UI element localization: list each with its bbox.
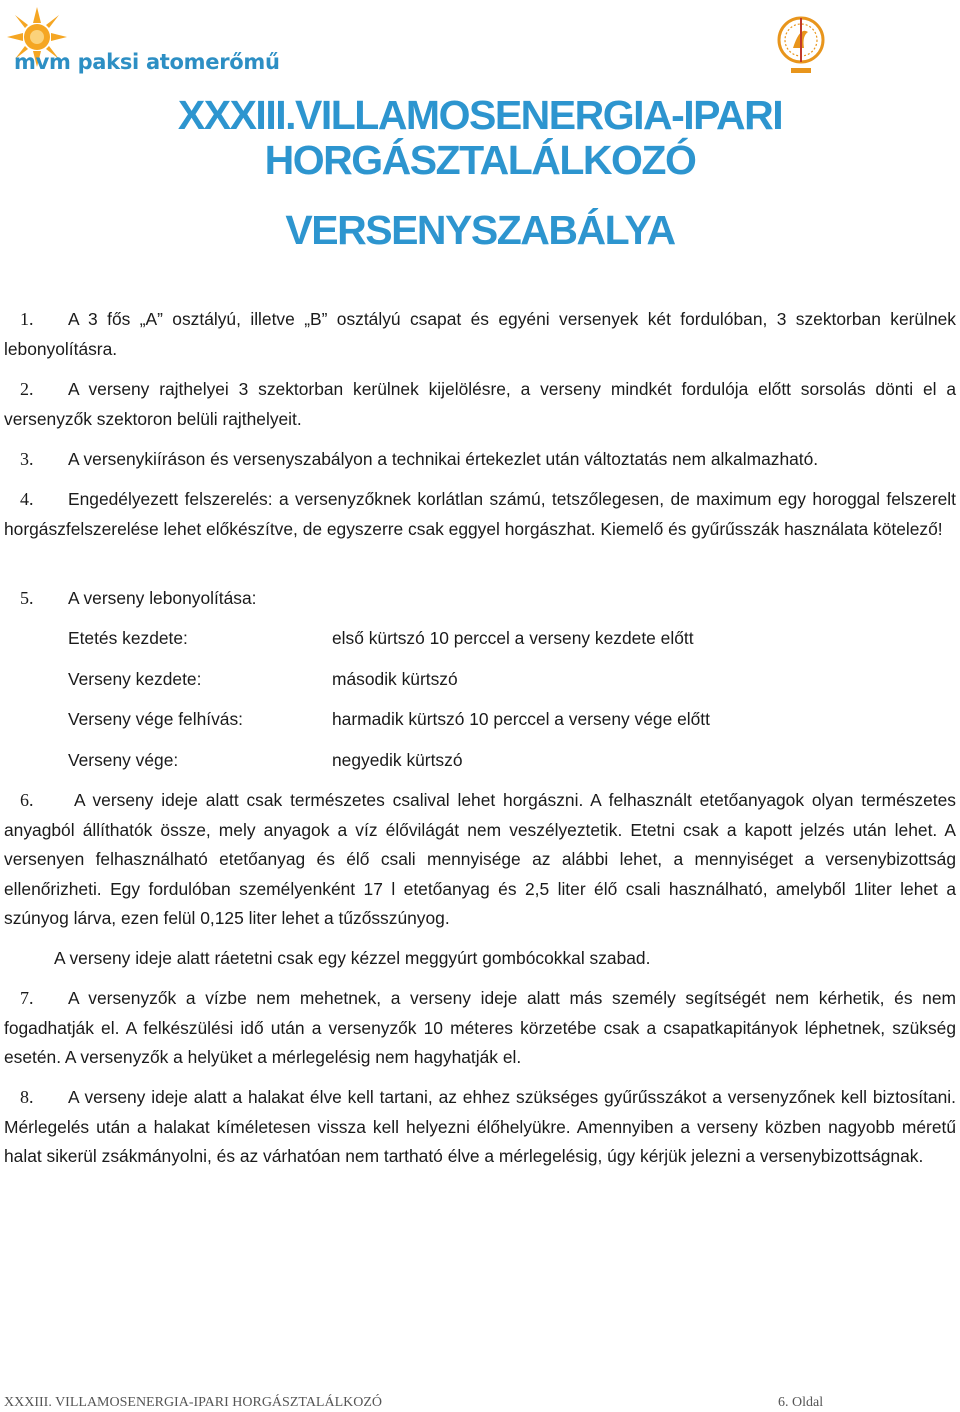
schedule-label: Verseny kezdete: xyxy=(68,669,202,689)
rule-text: Engedélyezett felszerelés: a versenyzőknek korlátlan számú, tetszőlegesen, de maximum egy horoggal felszerelt horgászfelszerelése lehet előkészítve, de egyszerre csak eggyel horgászhat. Kiemelő és gyűrűsszák használata kötelező! xyxy=(4,489,956,539)
rule-number: 1. xyxy=(20,309,34,329)
rule-text: A versenyzők a vízbe nem mehetnek, a verseny ideje alatt más személy segítségét nem kérhetik, és nem fogadhatják el. A felkészülési idő után a versenyzők 10 méteres körzetébe csak a csapatkapitányok léphetnek, szükség esetén. A versenyzők a helyüket a mérlegelésig nem hagyhatják el. xyxy=(4,988,956,1067)
rule-number: 2. xyxy=(20,379,34,399)
rule-number: 6. xyxy=(20,790,34,810)
schedule-value: negyedik kürtszó xyxy=(332,750,463,770)
rule-number: 5. xyxy=(20,588,34,608)
rule-text: A versenykiíráson és versenyszabályon a technikai értekezlet után változtatás nem alkalmazható. xyxy=(68,449,819,469)
rule-number: 3. xyxy=(20,449,34,469)
rule-2 xyxy=(4,375,956,434)
rule-text: A 3 fős „A” osztályú, illetve „B” osztályú csapat és egyéni versenyek két fordulóban, 3 szektorban kerülnek lebonyolításra. xyxy=(4,309,956,359)
mvm-logo xyxy=(4,6,280,78)
rule-6-note: A verseny ideje alatt ráetetni csak egy kézzel meggyúrt gombócokkal szabad. xyxy=(54,948,651,968)
rule-4 xyxy=(4,485,956,544)
schedule-label: Verseny vége felhívás: xyxy=(68,709,243,729)
schedule-label: Etetés kezdete: xyxy=(68,628,188,648)
rule-number: 4. xyxy=(20,489,34,509)
rule-5 xyxy=(4,584,956,614)
footer-title: XXXIII. VILLAMOSENERGIA-IPARI HORGÁSZTALÁLKOZÓ xyxy=(4,1395,383,1410)
rule-6 xyxy=(4,786,956,934)
rule-number: 7. xyxy=(20,988,34,1008)
fishing-anniversary-seal-icon xyxy=(776,4,826,78)
schedule-value: második kürtszó xyxy=(332,669,458,689)
rule-8 xyxy=(4,1083,956,1172)
title-line-2: HORGÁSZTALÁLKOZÓ xyxy=(264,137,696,183)
brand-name: mvm paksi atomerőmű xyxy=(14,50,280,74)
rule-1 xyxy=(4,305,956,364)
rule-text: A verseny ideje alatt a halakat élve kell tartani, az ehhez szükséges gyűrűsszákot a versenyzőnek kell biztosítani. Mérlegelés után a halakat kíméletesen vissza kell helyezni élőhelyükre. Amennyiben a verseny közben nagyobb méretű halat sikerül zsákmányolni, és az várhatóan nem tartható élve a mérlegelésig, úgy kérjük jelezni a versenybizottságnak. xyxy=(4,1087,956,1166)
title-line-3: VERSENYSZABÁLYA xyxy=(285,207,675,253)
title-line-1: XXXIII.VILLAMOSENERGIA-IPARI xyxy=(177,92,783,138)
page-number: 6. Oldal xyxy=(778,1395,824,1410)
rule-text: A verseny rajthelyei 3 szektorban kerülnek kijelölésre, a verseny mindkét fordulója előtt sorsolás dönti el a versenyzők szektoron belüli rajthelyeit. xyxy=(4,379,956,429)
schedule-value: első kürtszó 10 perccel a verseny kezdete előtt xyxy=(332,628,694,648)
rule-7 xyxy=(4,984,956,1073)
rule-number: 8. xyxy=(20,1087,34,1107)
rule-text: A verseny ideje alatt csak természetes csalival lehet horgászni. A felhasznált etetőanyagok olyan természetes anyagból állíthatók össze, mely anyagok a víz élővilágát nem veszélyeztetik. Etetni csak a kapott jelzés után lehet. A versenyen felhasználható etetőanyag és élő csali mennyisége az alábbi lehet, a mennyiséget a versenybizottság ellenőrizheti. Egy fordulóban személyenként 17 l etetőanyag és 2,5 liter élő csali használható, amelyből 1liter lehet a szúnyog lárva, ezen felül 0,125 liter lehet a tűzősszúnyog. xyxy=(4,790,956,928)
rule-3 xyxy=(4,445,956,475)
schedule-value: harmadik kürtszó 10 perccel a verseny vége előtt xyxy=(332,709,710,729)
schedule-label: Verseny vége: xyxy=(68,750,179,770)
rule-text: A verseny lebonyolítása: xyxy=(68,588,257,608)
